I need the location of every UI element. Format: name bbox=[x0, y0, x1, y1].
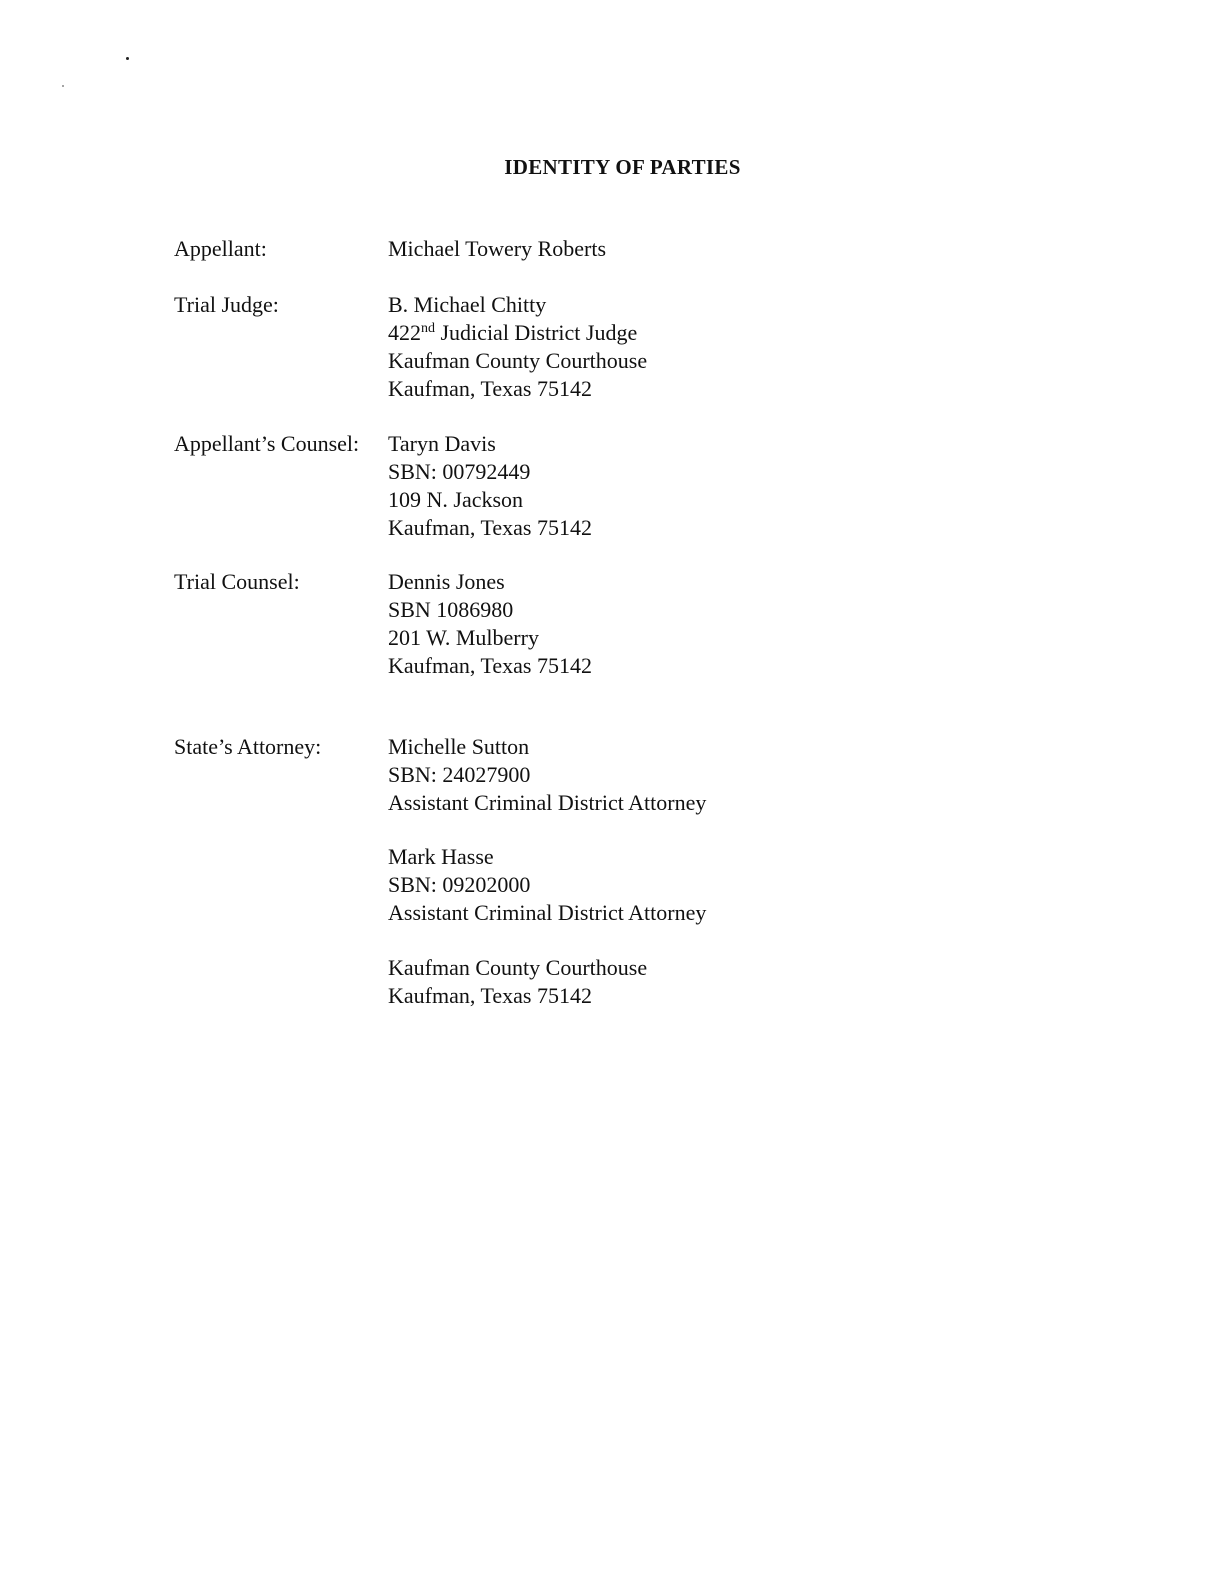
party-details bbox=[388, 568, 592, 680]
detail-line: SBN: 09202000 bbox=[388, 872, 531, 897]
detail-line: Kaufman County Courthouse bbox=[388, 348, 648, 373]
detail-line: Kaufman County Courthouse bbox=[388, 955, 648, 980]
detail-line: SBN 1086980 bbox=[388, 597, 514, 622]
party-details bbox=[388, 843, 706, 927]
detail-line: 201 W. Mulberry bbox=[388, 625, 539, 650]
district-number: 422 bbox=[388, 320, 421, 345]
detail-line: Kaufman, Texas 75142 bbox=[388, 376, 592, 401]
party-details bbox=[388, 954, 647, 1010]
detail-line: B. Michael Chitty bbox=[388, 292, 547, 317]
party-details bbox=[388, 733, 706, 817]
scan-speck bbox=[62, 85, 64, 87]
detail-line: Kaufman, Texas 75142 bbox=[388, 653, 592, 678]
detail-line: Taryn Davis bbox=[388, 431, 496, 456]
party-label: Trial Counsel: bbox=[174, 569, 300, 594]
detail-line: SBN: 00792449 bbox=[388, 459, 531, 484]
detail-line: Mark Hasse bbox=[388, 844, 494, 869]
party-details bbox=[388, 291, 647, 403]
detail-line: Kaufman, Texas 75142 bbox=[388, 983, 592, 1008]
scan-speck bbox=[126, 57, 129, 60]
page-title: IDENTITY OF PARTIES bbox=[504, 155, 741, 179]
detail-line bbox=[388, 319, 647, 347]
detail-line: Assistant Criminal District Attorney bbox=[388, 900, 707, 925]
party-label: State’s Attorney: bbox=[174, 734, 322, 759]
party-details bbox=[388, 235, 606, 263]
detail-line: Assistant Criminal District Attorney bbox=[388, 790, 707, 815]
party-label: Trial Judge: bbox=[174, 292, 279, 317]
detail-line: SBN: 24027900 bbox=[388, 762, 531, 787]
detail-line: Michelle Sutton bbox=[388, 734, 530, 759]
district-title: Judicial District Judge bbox=[435, 320, 638, 345]
ordinal-suffix: nd bbox=[421, 321, 435, 336]
party-label: Appellant: bbox=[174, 236, 267, 261]
party-label: Appellant’s Counsel: bbox=[174, 431, 360, 456]
detail-line: Michael Towery Roberts bbox=[388, 236, 607, 261]
detail-line: Kaufman, Texas 75142 bbox=[388, 515, 592, 540]
detail-line: Dennis Jones bbox=[388, 569, 505, 594]
detail-line: 109 N. Jackson bbox=[388, 487, 524, 512]
party-details bbox=[388, 430, 592, 542]
